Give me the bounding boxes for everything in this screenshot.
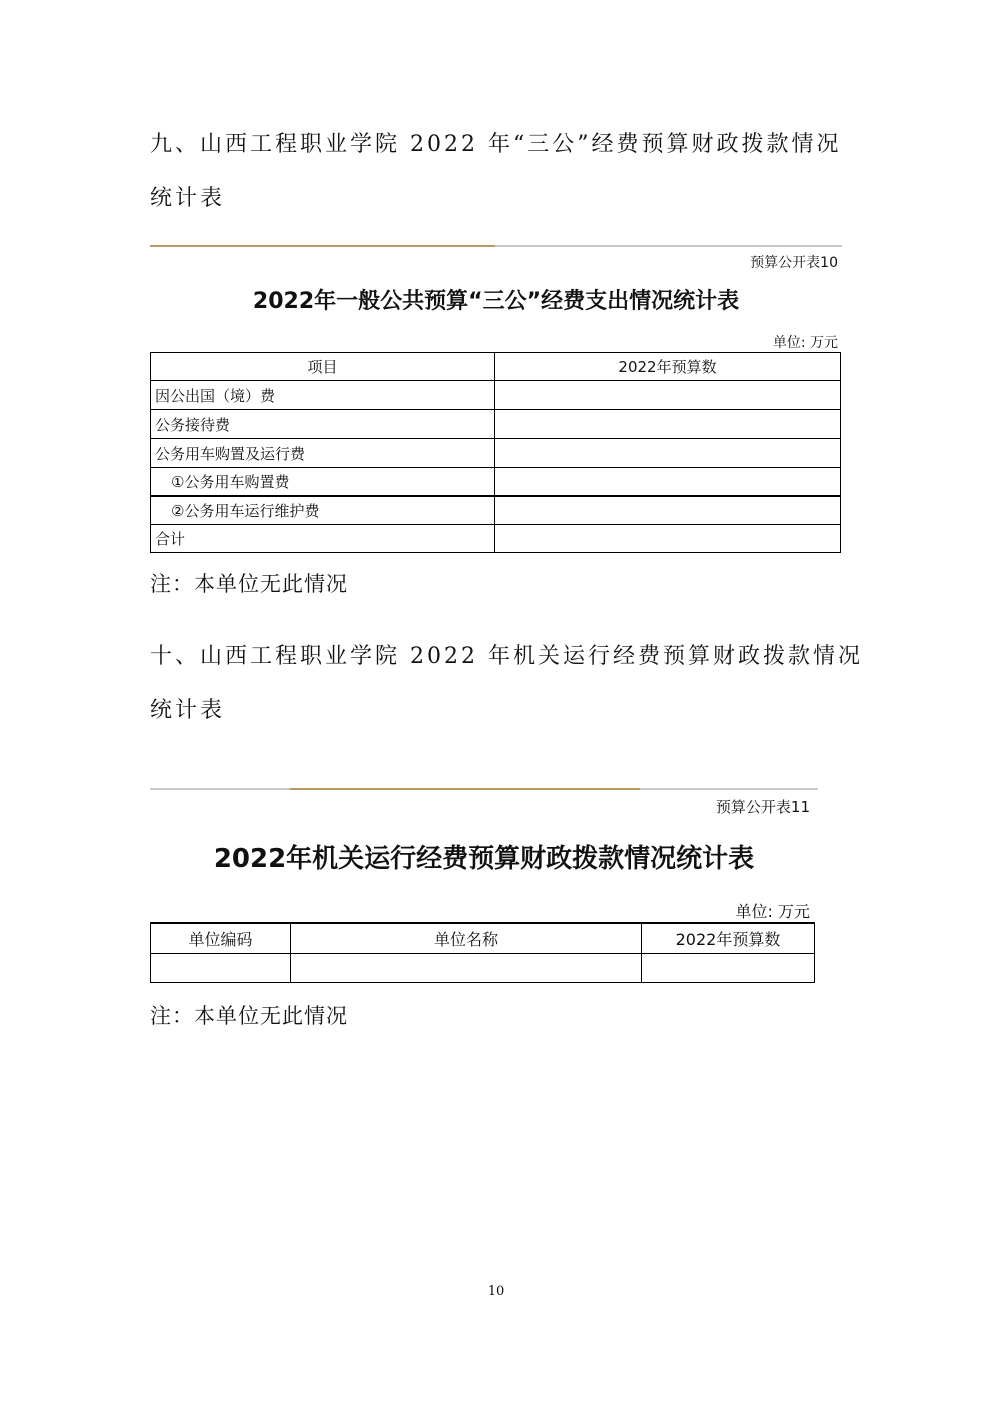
section10-unit: 单位: 万元: [735, 902, 810, 921]
row-value: [495, 439, 841, 468]
table-row: [151, 439, 841, 468]
column-header-code: 单位编码: [151, 923, 291, 953]
table-row: [151, 468, 841, 496]
row-item: 公务用车购置及运行费: [151, 439, 495, 468]
section9-table-number: 预算公开表10: [750, 255, 838, 271]
section10-table: [150, 922, 815, 983]
section9-table: [150, 352, 841, 553]
row-item: 合计: [151, 525, 495, 553]
row-name: [291, 953, 642, 982]
table-row: [151, 525, 841, 553]
column-header-name: 单位名称: [291, 923, 642, 953]
page-number: 10: [487, 1284, 505, 1299]
table-header-row: [151, 923, 815, 953]
section9-heading-line2: 统计表: [150, 186, 226, 211]
row-item: ①公务用车购置费: [151, 468, 495, 496]
section9-rule: [150, 245, 842, 247]
section10-rule: [150, 788, 818, 790]
section10-note: 注：本单位无此情况: [150, 1004, 348, 1028]
table-row: [151, 410, 841, 439]
row-value: [495, 381, 841, 410]
row-value: [495, 525, 841, 553]
row-item: 因公出国（境）费: [151, 381, 495, 410]
section9-heading-line1: 九、山西工程职业学院 2022 年“三公”经费预算财政拨款情况: [150, 132, 842, 157]
table-header-row: [151, 353, 841, 381]
row-value: [642, 953, 815, 982]
column-header-budget: 2022年预算数: [642, 923, 815, 953]
table-row: [151, 496, 841, 525]
table-row: [151, 953, 815, 982]
section9-heading: [150, 118, 842, 226]
section9-unit: 单位: 万元: [772, 335, 838, 351]
section10-heading: [150, 630, 863, 738]
row-code: [151, 953, 291, 982]
row-item: ②公务用车运行维护费: [151, 496, 495, 525]
section10-heading-line1: 十、山西工程职业学院 2022 年机关运行经费预算财政拨款情况: [150, 644, 863, 669]
section10-table-title: 2022年机关运行经费预算财政拨款情况统计表: [213, 844, 755, 874]
table-row: [151, 381, 841, 410]
section10-heading-line2: 统计表: [150, 698, 226, 723]
row-value: [495, 496, 841, 525]
column-header-item: 项目: [151, 353, 495, 381]
section9-table-title: 2022年一般公共预算“三公”经费支出情况统计表: [252, 289, 740, 314]
column-header-budget: 2022年预算数: [495, 353, 841, 381]
row-value: [495, 410, 841, 439]
section10-table-number: 预算公开表11: [715, 798, 810, 816]
row-item: 公务接待费: [151, 410, 495, 439]
section9-note: 注：本单位无此情况: [150, 572, 348, 596]
row-value: [495, 468, 841, 496]
